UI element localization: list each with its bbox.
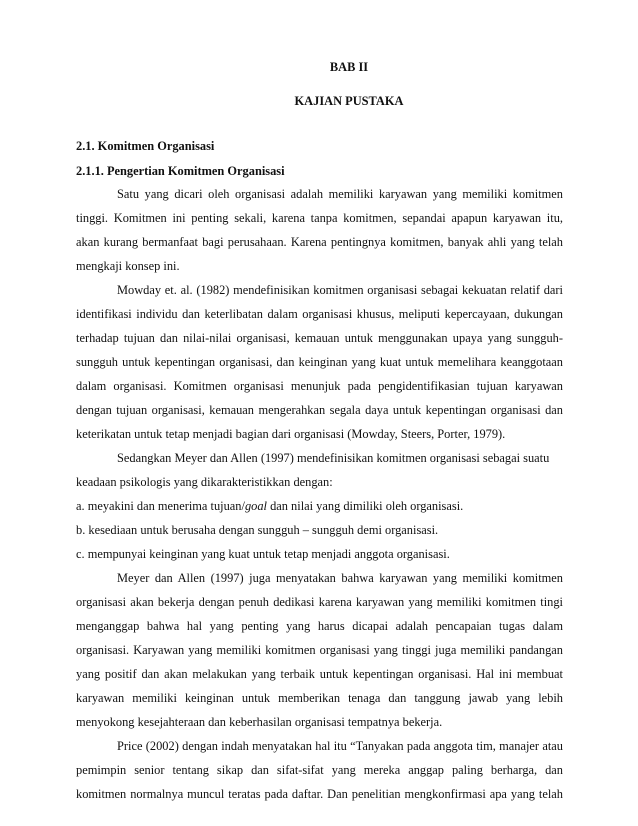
paragraph-line: tinggi. Komitmen ini penting sekali, karena tanpa komitmen, sepandai apapun karyawan itu, <box>76 211 563 225</box>
list-item-text: dan nilai yang dimiliki oleh organisasi. <box>266 499 464 513</box>
paragraph-line: menganggap bahwa hal yang penting yang harus dicapai adalah pencapaian tugas dalam <box>76 619 563 633</box>
paragraph-line: Meyer dan Allen (1997) juga menyatakan bahwa karyawan yang memiliki komitmen <box>117 571 563 585</box>
paragraph-line: yang positif dan akan melakukan yang terbaik untuk kepentingan organisasi. Hal ini membuat <box>76 667 563 681</box>
paragraph-line: karyawan memiliki keinginan untuk memberikan tenaga dan tanggung jawab yang lebih <box>76 691 563 705</box>
paragraph-line: komitmen normalnya muncul teratas pada daftar. Dan penelitian mengkonfirmasi apa yang telah <box>76 787 563 801</box>
paragraph-line: identifikasi individu dan keterlibatan dalam organisasi khusus, meliputi kepercayaan, dukungan <box>76 307 563 321</box>
subsection-heading: 2.1.1. Pengertian Komitmen Organisasi <box>76 164 285 178</box>
paragraph-line: organisasi akan bekerja dengan penuh dedikasi karena karyawan yang memiliki komitmen tingi <box>76 595 563 609</box>
paragraph-line: Sedangkan Meyer dan Allen (1997) mendefinisikan komitmen organisasi sebagai suatu <box>117 451 550 465</box>
section-heading: 2.1. Komitmen Organisasi <box>76 139 215 153</box>
paragraph-line: keterikatan untuk tetap menjadi bagian dari organisasi (Mowday, Steers, Porter, 1979). <box>76 427 506 441</box>
paragraph-line: mengkaji konsep ini. <box>76 259 180 273</box>
list-item: c. mempunyai keinginan yang kuat untuk tetap menjadi anggota organisasi. <box>76 547 450 561</box>
paragraph-line: Price (2002) dengan indah menyatakan hal itu “Tanyakan pada anggota tim, manajer atau <box>117 739 563 753</box>
list-item: b. kesediaan untuk berusaha dengan sungguh – sungguh demi organisasi. <box>76 523 439 537</box>
paragraph-line: sungguh untuk kepentingan organisasi, dan keinginan yang kuat untuk memelihara keanggotaan <box>76 355 563 369</box>
paragraph-line: organisasi. Karyawan yang memiliki komitmen organisasi yang tinggi juga memiliki pandangan <box>76 643 563 657</box>
list-item-text: a. meyakini dan menerima tujuan/ <box>76 499 245 513</box>
paragraph-line: akan kurang bermanfaat bagi perusahaan. Karena pentingnya komitmen, banyak ahli yang telah <box>76 235 563 249</box>
list-item-italic-term: goal <box>244 499 267 513</box>
paragraph-line: dengan tujuan organisasi, kemauan mengerahkan segala daya untuk kepentingan organisasi dan <box>76 403 563 417</box>
chapter-title: KAJIAN PUSTAKA <box>294 94 404 108</box>
chapter-label: BAB II <box>329 60 369 74</box>
paragraph-line: Mowday et. al. (1982) mendefinisikan komitmen organisasi sebagai kekuatan relatif dari <box>117 283 563 297</box>
paragraph-line: Satu yang dicari oleh organisasi adalah memiliki karyawan yang memiliki komitmen <box>117 187 563 201</box>
paragraph-line: terhadap tujuan dan nilai-nilai organisasi, kemauan untuk menggunakan upaya yang sungguh- <box>76 331 563 345</box>
paragraph-line: pemimpin senior tentang sikap dan sifat-sifat yang mereka anggap paling berharga, dan <box>76 763 563 777</box>
list-item <box>76 499 563 514</box>
paragraph-line: menyokong kesejahteraan dan keberhasilan organisasi tempatnya bekerja. <box>76 715 443 729</box>
paragraph-line: dalam organisasi. Komitmen organisasi menunjuk pada pengidentifikasian tujuan karyawan <box>76 379 563 393</box>
paragraph-line: keadaan psikologis yang dikarakteristikkan dengan: <box>76 475 333 489</box>
